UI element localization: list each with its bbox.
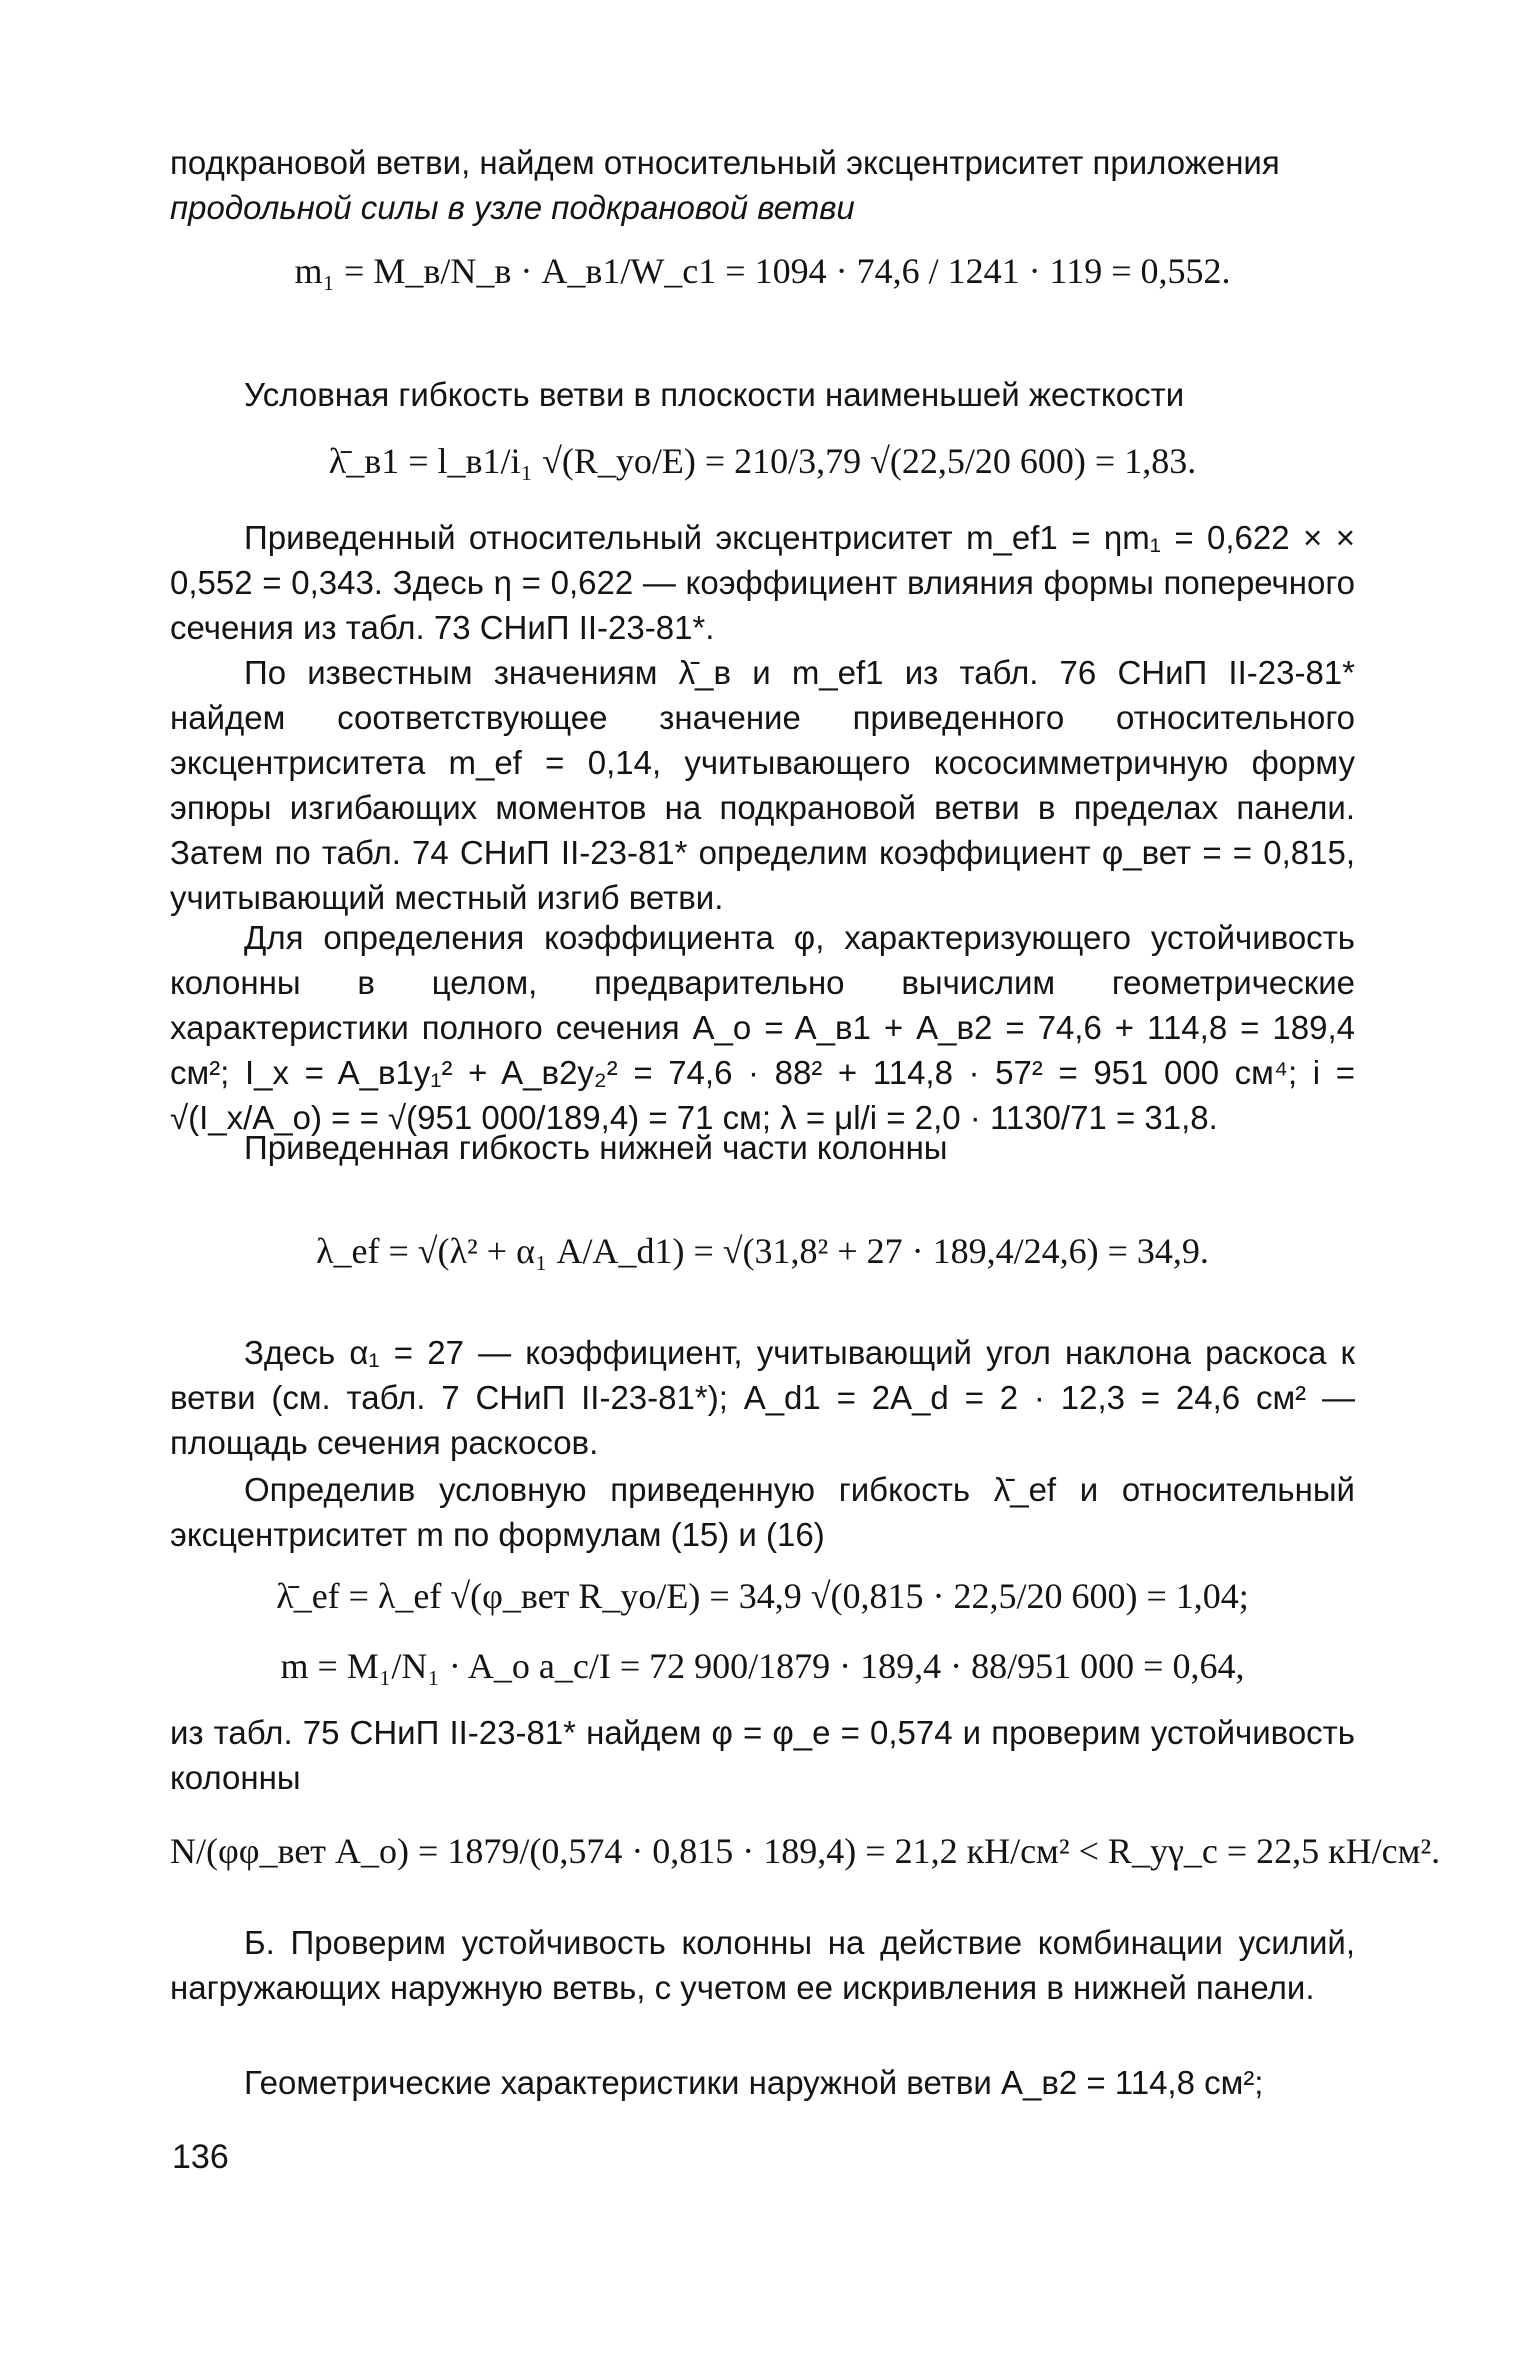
page-number: 136: [172, 2138, 229, 2176]
paragraph-8: Определив условную приведенную гибкость λ̄_ef и относительный эксцентриситет m по формулам (15) и (16): [170, 1471, 1355, 1553]
paragraph-3: Приведенный относительный эксцентриситет m_ef1 = ηm₁ = 0,622 × × 0,552 = 0,343. Здесь η = 0,622 — коэффициент влияния формы поперечного сечения из табл. 73 СНиП II-23-81*.: [170, 519, 1355, 646]
paragraph-7: Здесь α₁ = 27 — коэффициент, учитывающий угол наклона раскоса к ветви (см. табл. 7 СНиП II-23-81*); A_d1 = 2A_d = 2 · 12,3 = 24,6 см² — площадь сечения раскосов.: [170, 1334, 1355, 1461]
paragraph-5: Для определения коэффициента φ, характеризующего устойчивость колонны в целом, предварительно вычислим геометрические характеристики полного сечения A_o = A_в1 + A_в2 = 74,6 + 114,8 = 189,4 см²; I_x = A_в1y₁² + A_в2y₂² = 74,6 · 88² + 114,8 · 57² = 951 000 см⁴; i = √(I_x/A_o) = = √(951 000/189,4) = 71 см; λ = μl/i = 2,0 · 1130/71 = 31,8.: [170, 919, 1355, 1136]
formula-lambda-b1: λ̄_в1 = l_в1/i₁ √(R_yo/E) = 210/3,79 √(22,5/20 600) = 1,83.: [328, 441, 1197, 481]
paragraph-2: Условная гибкость ветви в плоскости наименьшей жесткости: [244, 376, 1185, 413]
paragraph-11: Геометрические характеристики наружной ветви A_в2 = 114,8 см²;: [244, 2064, 1264, 2101]
paragraph-6: Приведенная гибкость нижней части колонны: [244, 1129, 948, 1166]
formula-lambda-ef: λ_ef = √(λ² + α₁ A/A_d1) = √(31,8² + 27 · 189,4/24,6) = 34,9.: [316, 1231, 1209, 1271]
paragraph-9: из табл. 75 СНиП II-23-81* найдем φ = φ_e = 0,574 и проверим устойчивость колонны: [170, 1714, 1355, 1796]
formula-lambda-ef-bar: λ̄_ef = λ_ef √(φ_вет R_yo/E) = 34,9 √(0,815 · 22,5/20 600) = 1,04;: [276, 1576, 1249, 1616]
paragraph-10: Б. Проверим устойчивость колонны на действие комбинации усилий, нагружающих наружную ветвь, с учетом ее искривления в нижней панели.: [170, 1924, 1355, 2006]
formula-m1: m₁ = M_в/N_в · A_в1/W_c1 = 1094 · 74,6 / 1241 · 119 = 0,552.: [294, 251, 1231, 291]
paragraph-1: подкрановой ветви, найдем относительный эксцентриситет приложения: [170, 144, 1280, 181]
paragraph-4: По известным значениям λ̄_в и m_ef1 из табл. 76 СНиП II-23-81* найдем соответствующее значение приведенного относительного эксцентриситета m_ef = 0,14, учитывающего кососимметричную форму эпюры изгибающих моментов на подкрановой ветви в пределах панели. Затем по табл. 74 СНиП II-23-81* определим коэффициент φ_вет = = 0,815, учитывающий местный изгиб ветви.: [170, 654, 1355, 916]
formula-m: m = M₁/N₁ · A_o a_c/I = 72 900/1879 · 189,4 · 88/951 000 = 0,64,: [280, 1646, 1245, 1686]
formula-stability-check: N/(φφ_вет A_o) = 1879/(0,574 · 0,815 · 189,4) = 21,2 кН/см² < R_yγ_c = 22,5 кН/см².: [170, 1831, 1441, 1871]
paragraph-1-continued: продольной силы в узле подкрановой ветви: [170, 189, 855, 226]
